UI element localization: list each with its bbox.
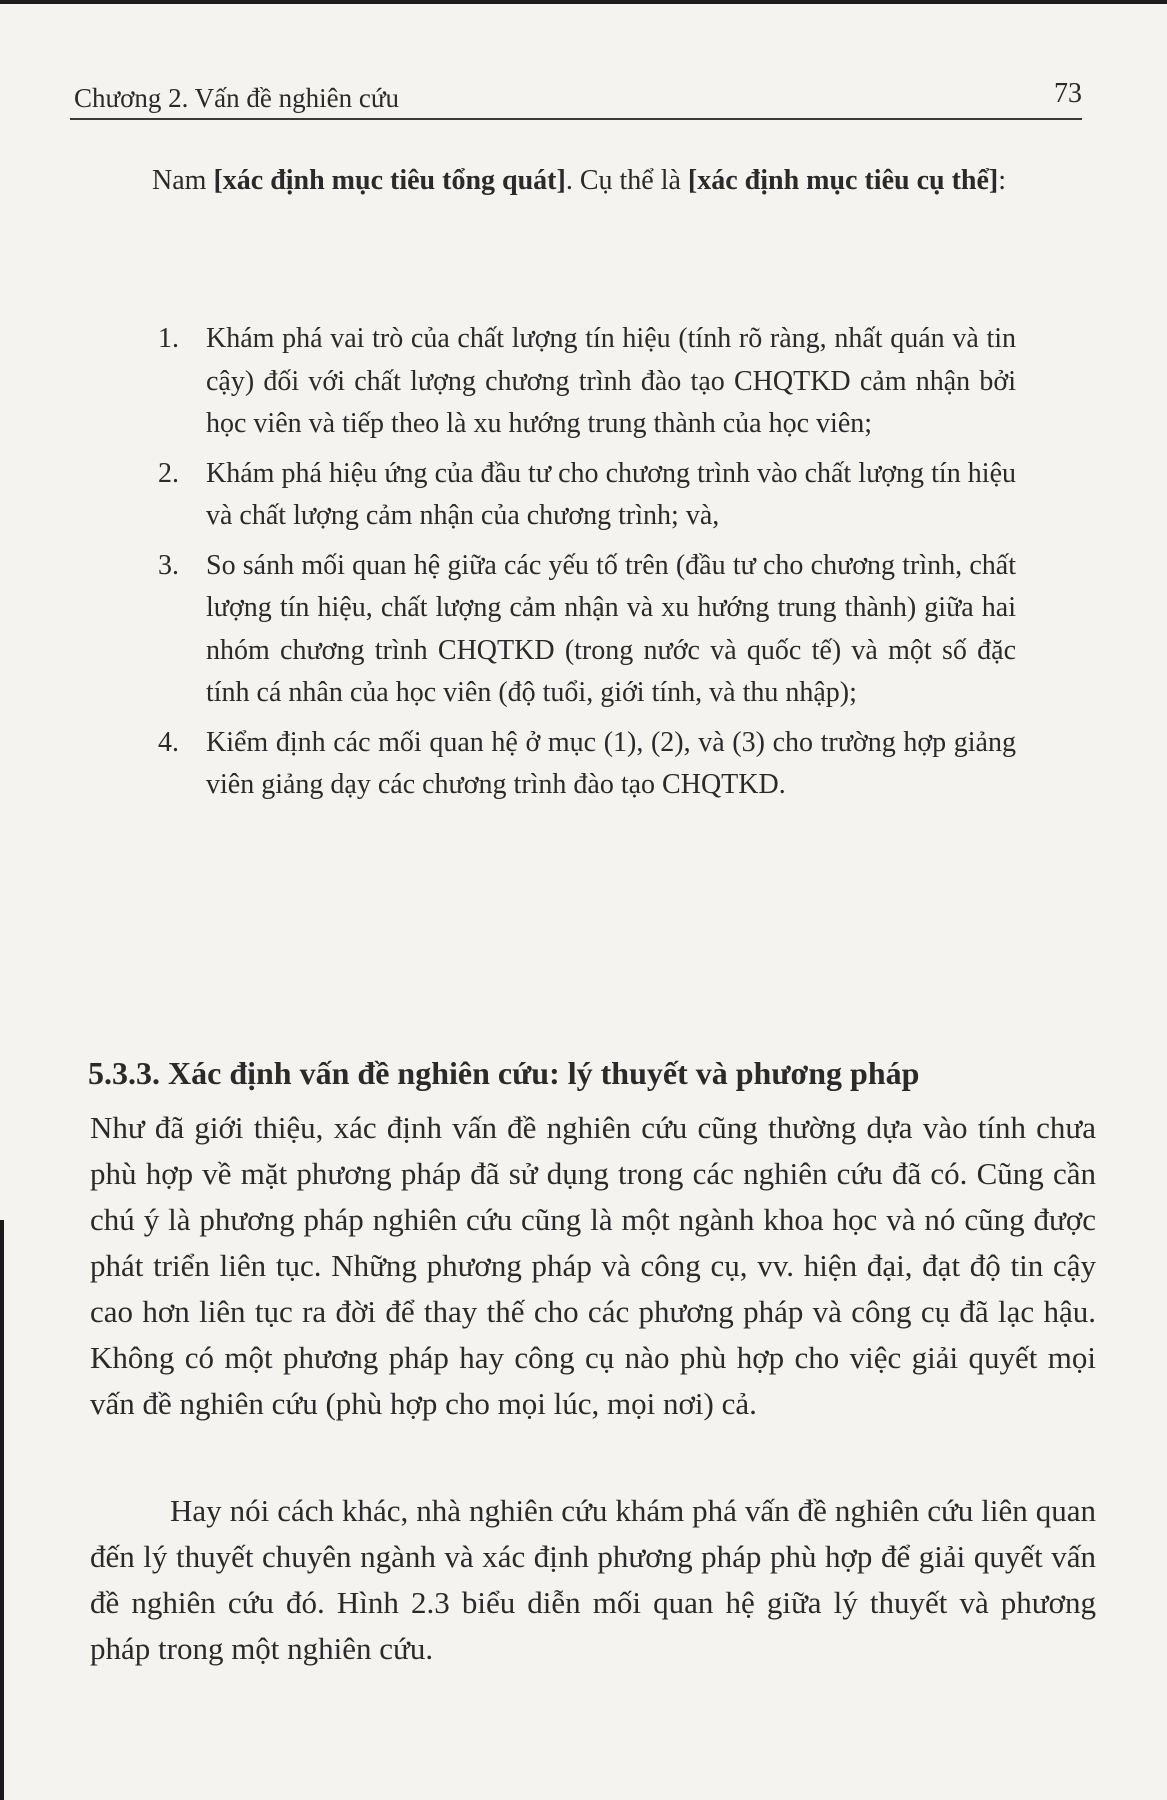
body-paragraph: Hay nói cách khác, nhà nghiên cứu khám phá vấn đề nghiên cứu liên quan đến lý thuyết chuyên ngành và xác định phương pháp phù hợp để giải quyết vấn đề nghiên cứu đó. Hình 2.3 biểu diễn mối quan hệ giữa lý thuyết và phương pháp trong một nghiên cứu.: [90, 1493, 1096, 1666]
objective-text: Khám phá vai trò của chất lượng tín hiệu (tính rõ ràng, nhất quán và tin cậy) đối với chất lượng chương trình đào tạo CHQTKD cảm nhận bởi học viên và tiếp theo là xu hướng trung thành của học viên;: [206, 323, 1016, 439]
intro-text: . Cụ thể là: [565, 165, 688, 196]
objectives-list: [158, 318, 1016, 814]
intro-text: :: [998, 165, 1007, 196]
body-paragraph: Như đã giới thiệu, xác định vấn đề nghiên cứu cũng thường dựa vào tính chưa phù hợp về mặt phương pháp đã sử dụng trong các nghiên cứu đã có. Cũng cần chú ý là phương pháp nghiên cứu cũng là một ngành khoa học và nó cũng được phát triển liên tục. Những phương pháp và công cụ, vv. hiện đại, đạt độ tin cậy cao hơn liên tục ra đời để thay thế cho các phương pháp và công cụ đã lạc hậu. Không có một phương pháp hay công cụ nào phù hợp cho việc giải quyết mọi vấn đề nghiên cứu (phù hợp cho mọi lúc, mọi nơi) cả.: [90, 1110, 1096, 1421]
objective-number: 3.: [158, 549, 179, 581]
scan-left-edge: [0, 1220, 4, 1800]
page-number: 73: [1054, 78, 1082, 109]
objective-text: Kiểm định các mối quan hệ ở mục (1), (2), và (3) cho trường hợp giảng viên giảng dạy các chương trình đào tạo CHQTKD.: [206, 726, 1016, 800]
objective-item: [158, 318, 1016, 446]
objective-text: Khám phá hiệu ứng của đầu tư cho chương trình vào chất lượng tín hiệu và chất lượng cảm nhận của chương trình; và,: [206, 457, 1016, 531]
chapter-title: Chương 2. Vấn đề nghiên cứu: [74, 83, 400, 113]
intro-general-objective: [xác định mục tiêu tổng quát]: [213, 165, 566, 196]
objectives-intro: [152, 158, 1012, 204]
objective-number: 4.: [158, 726, 179, 758]
objective-item: [158, 722, 1016, 807]
objective-item: [158, 545, 1016, 715]
intro-specific-objective: [xác định mục tiêu cụ thể]: [687, 165, 999, 196]
objective-number: 2.: [158, 457, 179, 489]
objective-item: [158, 453, 1016, 538]
scan-top-edge: [0, 0, 1167, 4]
objective-number: 1.: [158, 323, 179, 354]
objective-text: So sánh mối quan hệ giữa các yếu tố trên (đầu tư cho chương trình, chất lượng tín hiệu, chất lượng cảm nhận và xu hướng trung thành) giữa hai nhóm chương trình CHQTKD (trong nước và quốc tế) và một số đặc tính cá nhân của học viên (độ tuổi, giới tính, và thu nhập);: [206, 549, 1016, 708]
section-heading: 5.3.3. Xác định vấn đề nghiên cứu: lý thuyết và phương pháp: [88, 1055, 920, 1091]
running-header: [70, 78, 1082, 120]
intro-text: Nam: [152, 165, 214, 196]
